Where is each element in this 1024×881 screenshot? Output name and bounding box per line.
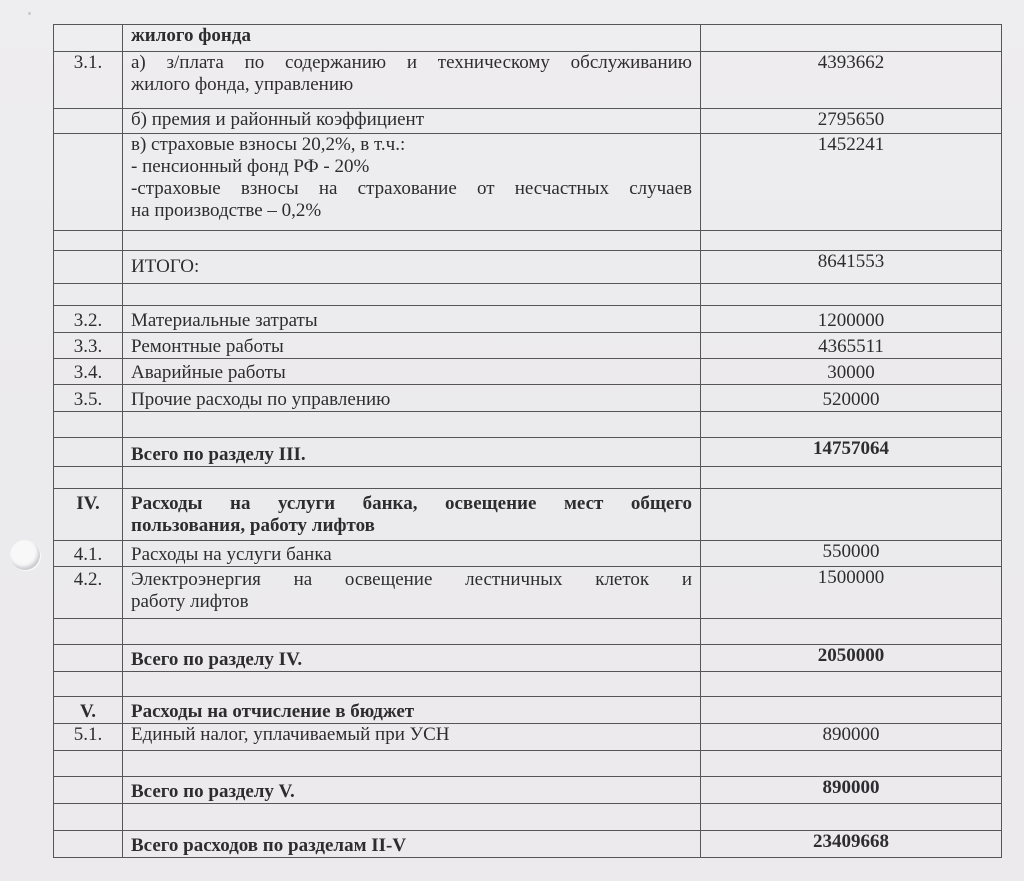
row-value [701,25,1002,52]
row-value [701,751,1002,777]
row-description: Всего по разделу IV. [123,645,701,672]
row-number [54,25,123,52]
row-value: 1200000 [701,306,1002,333]
row-number: 4.1. [54,541,123,567]
row-value: 890000 [701,724,1002,751]
row-description: Прочие расходы по управлению [123,385,701,412]
row-number [54,251,123,284]
row-number: 4.2. [54,567,123,619]
row-value: 23409668 [701,831,1002,858]
row-number [54,672,123,697]
row-description: Всего расходов по разделам II-V [123,831,701,858]
table-row [54,724,1002,751]
row-number: V. [54,697,123,724]
row-number: 3.3. [54,333,123,359]
row-number [54,231,123,251]
row-value [701,489,1002,541]
row-number [54,645,123,672]
table-row-section-header [54,489,1002,541]
row-value [701,804,1002,831]
row-number [54,134,123,231]
row-number: 3.2. [54,306,123,333]
table-row-empty [54,804,1002,831]
table-row-empty [54,467,1002,489]
table-row-grand-total [54,831,1002,858]
row-number [54,284,123,306]
table-row [54,109,1002,134]
row-description [123,467,701,489]
row-value [701,412,1002,438]
row-value: 550000 [701,541,1002,567]
row-number [54,109,123,134]
table-row-section-total [54,438,1002,467]
table-row-empty [54,751,1002,777]
row-description: а) з/плата по содержанию и техническому обслуживанию жилого фонда, управлению [123,52,701,109]
row-description: Ремонтные работы [123,333,701,359]
row-value: 30000 [701,359,1002,385]
table-row [54,306,1002,333]
table-row-empty [54,619,1002,645]
row-description [123,804,701,831]
row-number [54,751,123,777]
row-description: Всего по разделу III. [123,438,701,467]
table-row-empty [54,412,1002,438]
budget-table-body [54,25,1002,858]
row-number: 3.5. [54,385,123,412]
row-number: 3.1. [54,52,123,109]
table-row [54,134,1002,231]
row-value: 2050000 [701,645,1002,672]
budget-table [53,24,1002,858]
row-value: 2795650 [701,109,1002,134]
row-number [54,412,123,438]
table-row-section-header [54,697,1002,724]
row-value [701,467,1002,489]
row-description: Расходы на услуги банка, освещение мест общего пользования, работу лифтов [123,489,701,541]
row-description [123,619,701,645]
row-number: IV. [54,489,123,541]
row-value [701,619,1002,645]
row-description [123,751,701,777]
table-row-empty [54,284,1002,306]
row-number [54,831,123,858]
row-description: Аварийные работы [123,359,701,385]
table-row [54,333,1002,359]
table-row [54,359,1002,385]
row-description: в) страховые взносы 20,2%, в т.ч.: - пенсионный фонд РФ - 20% -страховые взносы на страхование от несчастных случаев на производстве – 0,2% [123,134,701,231]
row-description: Единый налог, уплачиваемый при УСН [123,724,701,751]
row-description [123,284,701,306]
table-row-section-total [54,777,1002,804]
row-value: 14757064 [701,438,1002,467]
row-description: жилого фонда [123,25,701,52]
row-value: 520000 [701,385,1002,412]
table-row-empty [54,672,1002,697]
row-number [54,467,123,489]
row-value: 4393662 [701,52,1002,109]
table-row [54,385,1002,412]
row-description: Всего по разделу V. [123,777,701,804]
row-description: Электроэнергия на освещение лестничных клеток и работу лифтов [123,567,701,619]
punch-hole [10,540,40,570]
table-row [54,52,1002,109]
row-value: 1452241 [701,134,1002,231]
row-description: ИТОГО: [123,251,701,284]
row-value: 8641553 [701,251,1002,284]
row-value [701,284,1002,306]
row-description: б) премия и районный коэффициент [123,109,701,134]
row-number [54,804,123,831]
row-value [701,697,1002,724]
row-description [123,412,701,438]
table-row-subtotal [54,251,1002,284]
row-value: 1500000 [701,567,1002,619]
table-row [54,25,1002,52]
table-row-empty [54,231,1002,251]
row-value [701,231,1002,251]
paper-speck [28,12,31,15]
table-row [54,541,1002,567]
row-number: 3.4. [54,359,123,385]
table-row-section-total [54,645,1002,672]
row-number [54,619,123,645]
row-description [123,672,701,697]
row-description: Расходы на отчисление в бюджет [123,697,701,724]
row-description [123,231,701,251]
row-number [54,438,123,467]
row-description: Расходы на услуги банка [123,541,701,567]
row-description: Материальные затраты [123,306,701,333]
row-value: 4365511 [701,333,1002,359]
row-value: 890000 [701,777,1002,804]
table-row [54,567,1002,619]
row-number [54,777,123,804]
row-number: 5.1. [54,724,123,751]
row-value [701,672,1002,697]
